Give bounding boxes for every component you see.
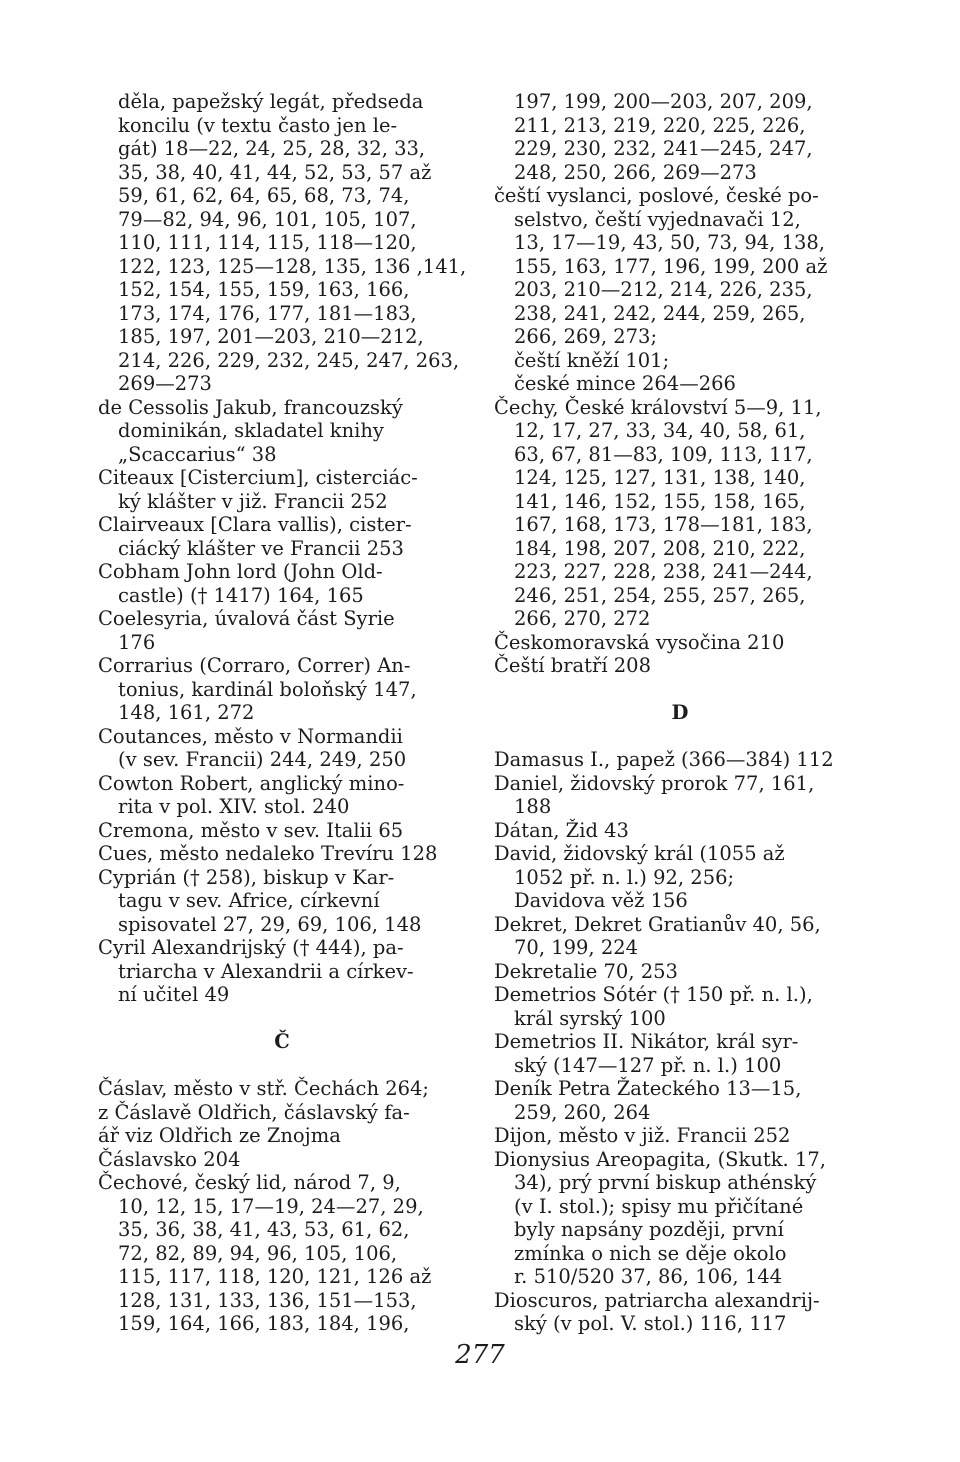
index-entry-continuation: rita v pol. XIV. stol. 240 (118, 795, 350, 818)
index-entry-continuation: 269—273 (118, 372, 212, 395)
index-entry-continuation: selstvo, čeští vyjednavači 12, (514, 207, 801, 231)
index-entry-line: Cowton Robert, anglický mino- (98, 771, 405, 795)
index-entry-continuation: 124, 125, 127, 131, 138, 140, (514, 466, 806, 489)
index-entry-line: Českomoravská vysočina 210 (494, 630, 785, 654)
index-entry-continuation: 155, 163, 177, 196, 199, 200 až (514, 254, 828, 278)
index-entry-line: Dionysius Areopagita, (Skutk. 17, (494, 1147, 826, 1171)
index-entry-continuation: 79—82, 94, 96, 101, 105, 107, (118, 207, 417, 231)
index-entry-continuation: 176 (118, 630, 156, 654)
index-entry-continuation: koncilu (v textu často jen le- (118, 113, 398, 137)
index-entry-continuation: 128, 131, 133, 136, 151—153, (118, 1288, 417, 1312)
section-spacer (494, 725, 866, 749)
index-entry-line: Cobham John lord (John Old- (98, 560, 383, 583)
index-entry-continuation: 1052 př. n. l.) 92, 256; (514, 865, 735, 889)
index-entry-continuation: tonius, kardinál boloňský 147, (118, 677, 417, 701)
index-entry-continuation: tagu v sev. Africe, církevní (118, 889, 380, 912)
index-entry-continuation: 59, 61, 62, 64, 65, 68, 73, 74, (118, 184, 410, 207)
index-entry-continuation: 70, 199, 224 (514, 936, 639, 959)
index-entry-continuation: 223, 227, 228, 238, 241—244, (514, 560, 813, 583)
index-entry-line: Cyril Alexandrijský († 444), pa- (98, 936, 404, 959)
right-column (494, 90, 866, 1336)
index-entry-line: čeští vyslanci, poslové, české po- (494, 184, 819, 207)
index-entry-line: Citeaux [Cistercium], cisterciác- (98, 466, 418, 489)
index-entry-continuation: 115, 117, 118, 120, 121, 126 až (118, 1265, 432, 1288)
left-column (98, 90, 466, 1336)
index-entry-continuation: 211, 213, 219, 220, 225, 226, (514, 113, 806, 137)
index-entry-line: Demetrios Sótér († 150 př. n. l.), (494, 983, 813, 1006)
index-entry-continuation: ciácký klášter ve Francii 253 (118, 536, 404, 560)
index-entry-continuation: 35, 36, 38, 41, 43, 53, 61, 62, (118, 1218, 410, 1241)
index-entry-continuation: 10, 12, 15, 17—19, 24—27, 29, (118, 1194, 424, 1218)
index-entry-line: Damasus I., papež (366—384) 112 (494, 748, 834, 771)
index-entry-continuation: dominikán, skladatel knihy (118, 419, 384, 442)
section-spacer (98, 1007, 466, 1031)
index-entry-continuation: děla, papežský legát, předseda (118, 90, 424, 113)
index-entry-continuation: zmínka o nich se děje okolo (514, 1241, 787, 1265)
index-entry-continuation: čeští kněží 101; (514, 348, 670, 372)
index-entry-continuation: 63, 67, 81—83, 109, 113, 117, (514, 442, 813, 466)
index-entry-line: Dioscuros, patriarcha alexandrij- (494, 1288, 820, 1312)
index-entry-continuation: triarcha v Alexandrii a církev- (118, 959, 414, 983)
index-entry-line: Corrarius (Corraro, Correr) An- (98, 654, 411, 677)
index-entry-line: Clairveaux [Clara vallis), cister- (98, 513, 412, 536)
index-entry-continuation: 152, 154, 155, 159, 163, 166, (118, 278, 410, 301)
index-entry-continuation: 72, 82, 89, 94, 96, 105, 106, (118, 1241, 398, 1265)
index-entry-continuation: spisovatel 27, 29, 69, 106, 148 (118, 912, 422, 936)
index-entry-continuation: „Scaccarius“ 38 (118, 442, 277, 466)
index-entry-continuation: byly napsány později, první (514, 1218, 784, 1241)
index-entry-line: Coelesyria, úvalová část Syrie (98, 607, 395, 630)
index-entry-continuation: ský (v pol. V. stol.) 116, 117 (514, 1312, 787, 1335)
index-entry-line: Čechy, České království 5—9, 11, (494, 395, 822, 419)
index-entry-line: de Cessolis Jakub, francouzský (98, 395, 403, 419)
index-entry-line: Deník Petra Žateckého 13—15, (494, 1077, 802, 1100)
index-entry-continuation: 148, 161, 272 (118, 701, 255, 724)
index-entry-line: z Čáslavě Oldřich, čáslavský fa- (98, 1100, 410, 1124)
index-entry-continuation: 197, 199, 200—203, 207, 209, (514, 90, 813, 113)
index-entry-continuation: 35, 38, 40, 41, 44, 52, 53, 57 až (118, 160, 432, 184)
index-entry-continuation: gát) 18—22, 24, 25, 28, 32, 33, (118, 137, 426, 160)
section-spacer (98, 1054, 466, 1078)
index-entry-continuation: 248, 250, 266, 269—273 (514, 160, 757, 184)
index-entry-continuation: 173, 174, 176, 177, 181—183, (118, 301, 417, 325)
index-entry-continuation: 188 (514, 795, 552, 818)
index-entry-line: Dátan, Žid 43 (494, 818, 629, 842)
index-entry-line: Dijon, město v již. Francii 252 (494, 1124, 791, 1147)
index-entry-line: Demetrios II. Nikátor, král syr- (494, 1030, 799, 1053)
index-entry-continuation: 246, 251, 254, 255, 257, 265, (514, 583, 806, 607)
index-entry-continuation: (v sev. Francii) 244, 249, 250 (118, 748, 407, 771)
index-entry-continuation: 266, 270, 272 (514, 607, 651, 630)
index-entry-line: Cremona, město v sev. Italii 65 (98, 818, 404, 842)
index-entry-line: ář viz Oldřich ze Znojma (98, 1124, 341, 1147)
section-letter-heading: D (671, 701, 689, 724)
index-entry-continuation: 184, 198, 207, 208, 210, 222, (514, 536, 806, 560)
index-entry-continuation: 167, 168, 173, 178—181, 183, (514, 513, 813, 536)
index-entry-continuation: české mince 264—266 (514, 372, 736, 395)
index-entry-continuation: ní učitel 49 (118, 983, 230, 1006)
index-entry-continuation: 122, 123, 125—128, 135, 136 ,141, (118, 254, 467, 278)
index-entry-continuation: 185, 197, 201—203, 210—212, (118, 325, 424, 348)
index-entry-continuation: 34), prý první biskup athénský (514, 1171, 817, 1194)
index-entry-line: Coutances, město v Normandii (98, 724, 403, 748)
index-entry-continuation: král syrský 100 (514, 1006, 666, 1030)
index-entry-line: Čechové, český lid, národ 7, 9, (98, 1171, 401, 1194)
index-entry-continuation: 13, 17—19, 43, 50, 73, 94, 138, (514, 231, 825, 254)
index-entry-continuation: ský (147—127 př. n. l.) 100 (514, 1053, 782, 1077)
page-number: 277 (455, 1340, 505, 1370)
index-entry-continuation: ký klášter v již. Francii 252 (118, 489, 388, 513)
index-entry-line: Dekretalie 70, 253 (494, 959, 678, 983)
section-spacer (494, 678, 866, 702)
index-entry-line: Čeští bratří 208 (494, 654, 651, 677)
index-entry-continuation: 214, 226, 229, 232, 245, 247, 263, (118, 348, 460, 372)
index-entry-continuation: 12, 17, 27, 33, 34, 40, 58, 61, (514, 419, 806, 442)
index-entry-continuation: 266, 269, 273; (514, 325, 658, 348)
index-entry-line: Dekret, Dekret Gratianův 40, 56, (494, 912, 821, 936)
index-entry-continuation: 238, 241, 242, 244, 259, 265, (514, 301, 806, 325)
index-entry-line: David, židovský král (1055 až (494, 842, 785, 865)
index-entry-continuation: 203, 210—212, 214, 226, 235, (514, 278, 813, 301)
index-entry-line: Cues, město nedaleko Trevíru 128 (98, 842, 438, 865)
index-entry-continuation: Davidova věž 156 (514, 889, 688, 912)
index-entry-continuation: 159, 164, 166, 183, 184, 196, (118, 1312, 410, 1335)
index-entry-continuation: 229, 230, 232, 241—245, 247, (514, 137, 813, 160)
index-entry-continuation: r. 510/520 37, 86, 106, 144 (514, 1265, 783, 1288)
index-entry-line: Daniel, židovský prorok 77, 161, (494, 771, 815, 795)
index-entry-line: Cyprián († 258), biskup v Kar- (98, 865, 395, 889)
index-entry-continuation: (v I. stol.); spisy mu přičítané (514, 1194, 804, 1218)
index-entry-continuation: 110, 111, 114, 115, 118—120, (118, 231, 417, 254)
index-entry-line: Čáslav, město v stř. Čechách 264; (98, 1077, 429, 1100)
index-entry-continuation: 141, 146, 152, 155, 158, 165, (514, 489, 806, 513)
index-entry-line: Čáslavsko 204 (98, 1147, 241, 1171)
index-entry-continuation: castle) († 1417) 164, 165 (118, 583, 364, 607)
section-letter-heading: Č (274, 1030, 290, 1053)
index-entry-continuation: 259, 260, 264 (514, 1100, 651, 1124)
